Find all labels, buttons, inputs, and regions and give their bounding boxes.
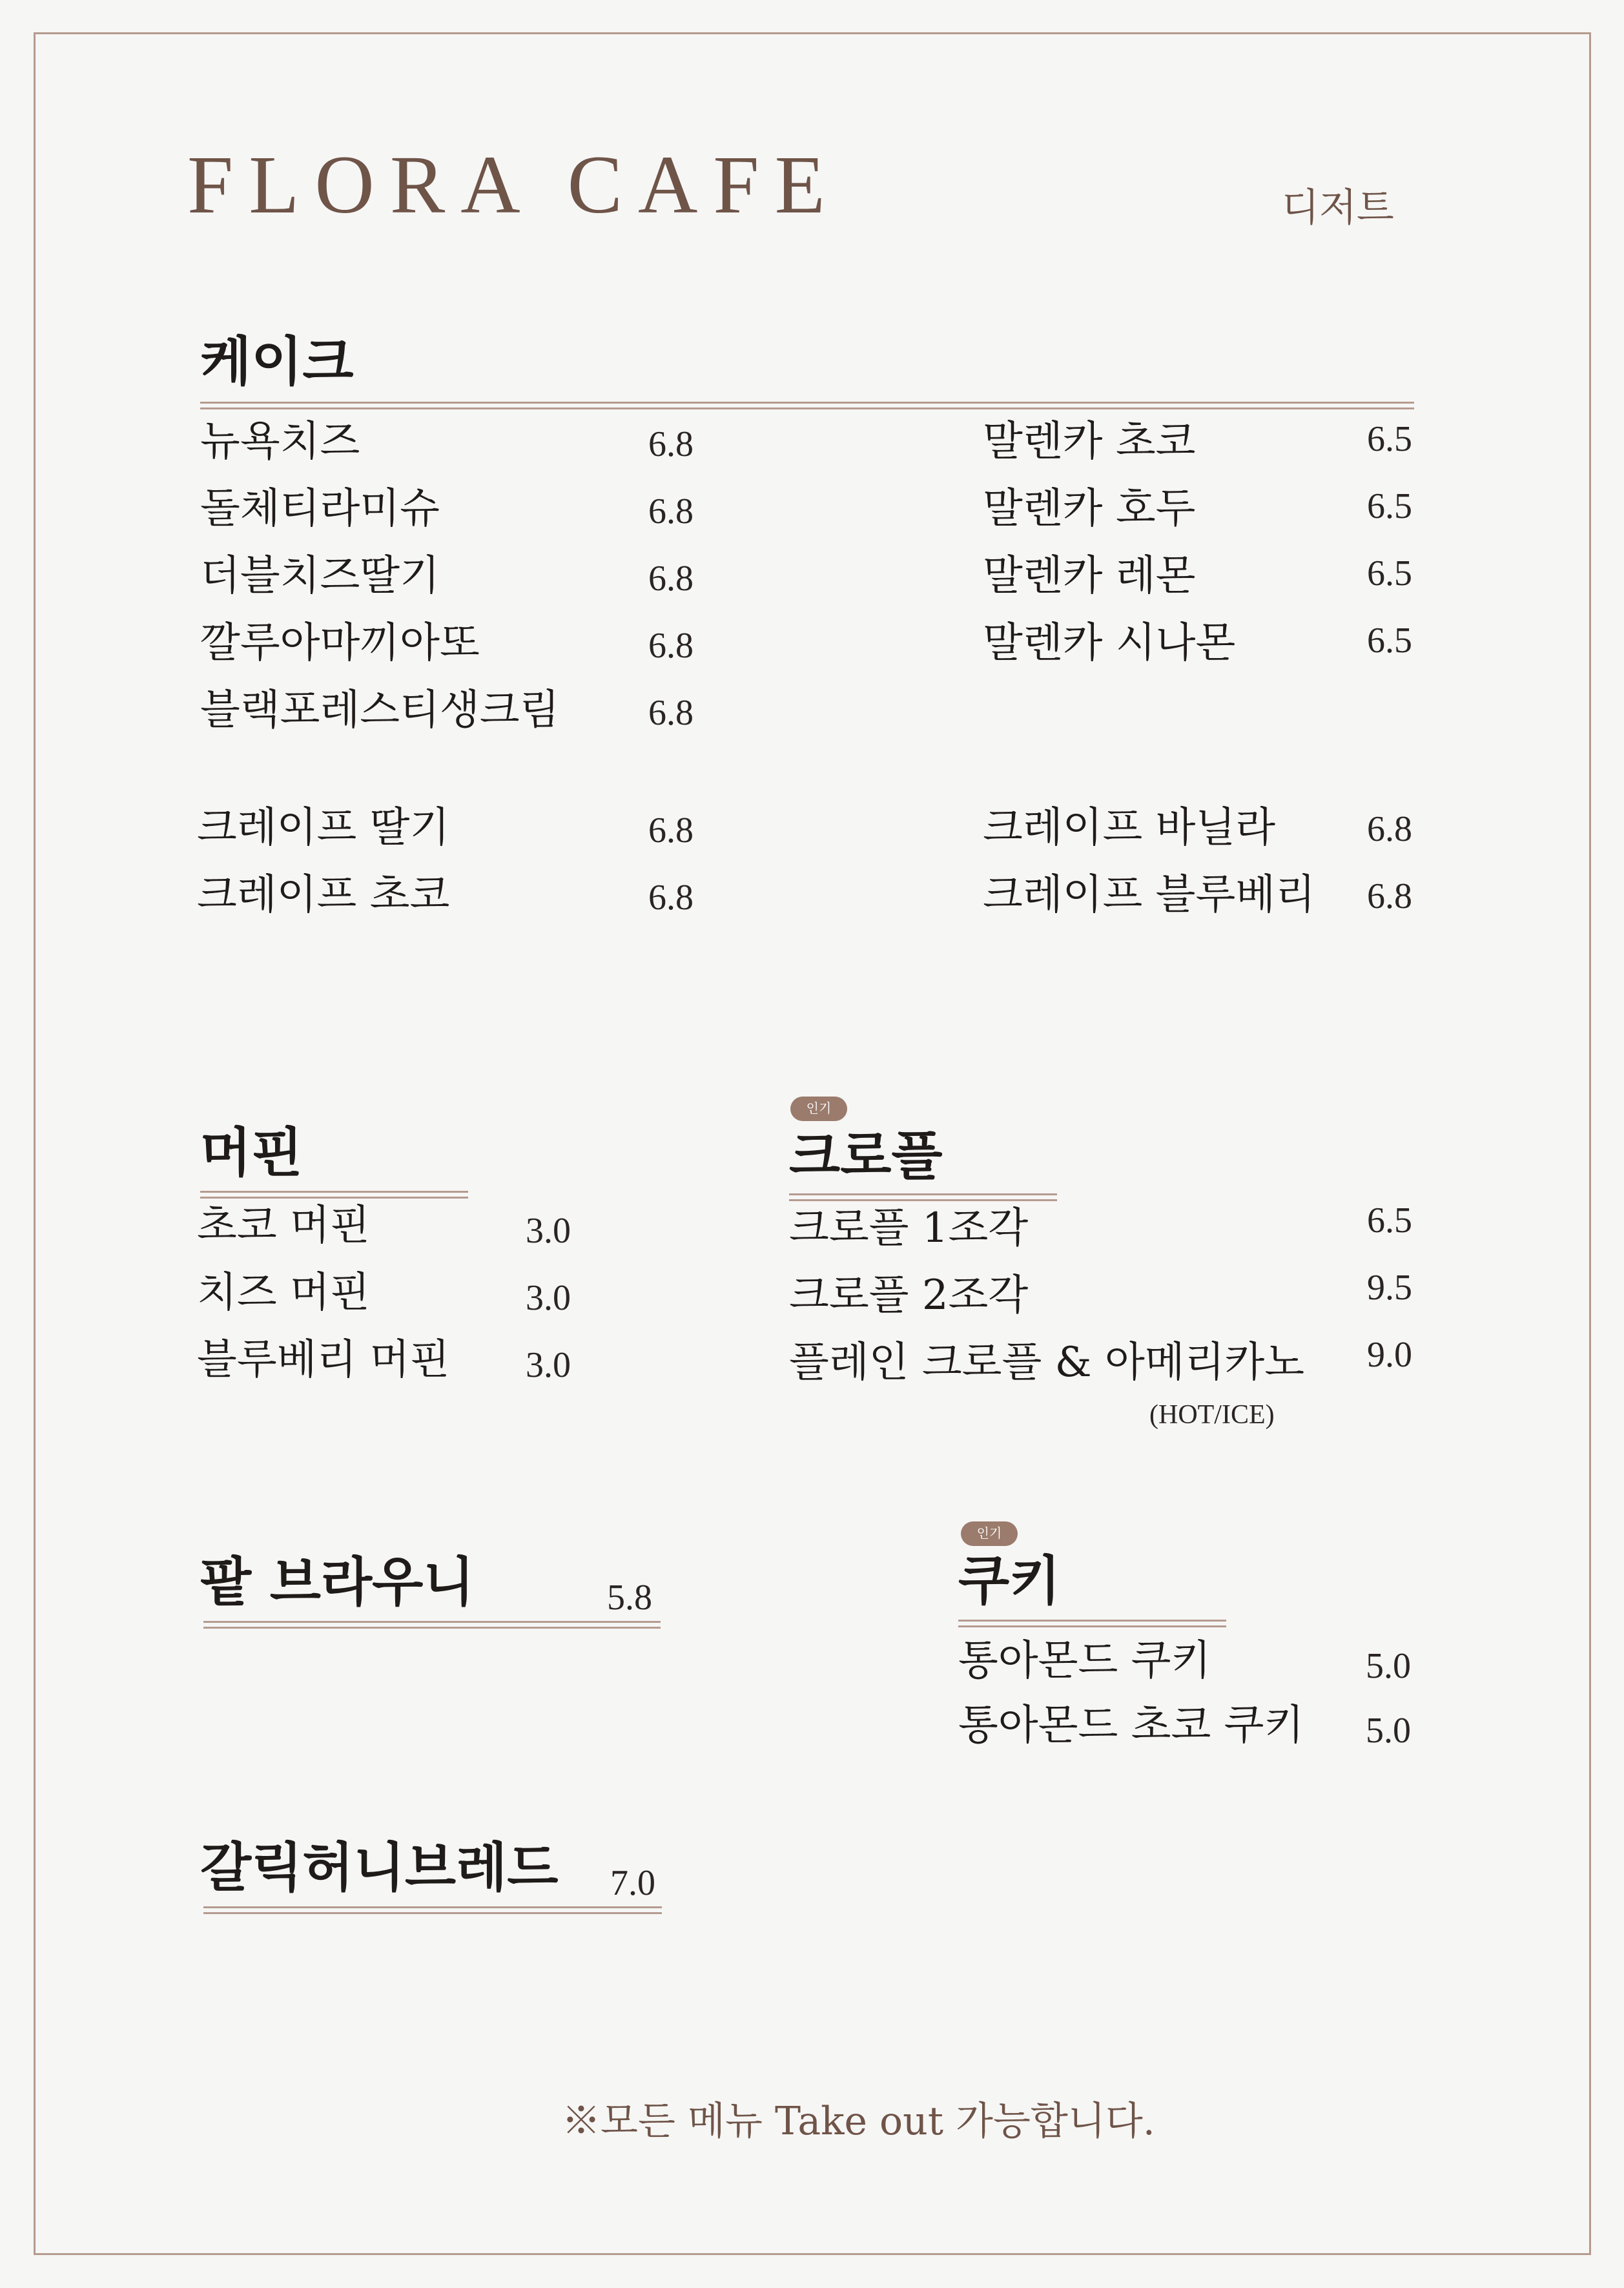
menu-item-price: 5.0 — [1366, 1646, 1411, 1686]
cookie-rule — [958, 1620, 1226, 1627]
menu-item-price: 5.0 — [1366, 1711, 1411, 1751]
menu-item-price: 6.8 — [1367, 876, 1412, 916]
croffle-rule — [789, 1193, 1057, 1201]
menu-item-name: 크로플 2조각 — [789, 1272, 1029, 1319]
menu-item-price: 6.5 — [1367, 419, 1412, 459]
menu-item-name: 통아몬드 초코 쿠키 — [958, 1702, 1304, 1749]
menu-item-name: 말렌카 레몬 — [983, 552, 1196, 600]
menu-item-price: 6.8 — [648, 878, 694, 918]
menu-item-name: 깔루아마끼아또 — [200, 619, 480, 667]
menu-item-name: 크레이프 초코 — [197, 871, 450, 919]
menu-item-name: 블랙포레스티생크림 — [200, 686, 560, 734]
menu-item-price: 6.8 — [648, 424, 694, 464]
menu-item-price: 6.8 — [648, 626, 694, 666]
menu-item-price: 6.8 — [648, 693, 694, 733]
menu-item-name: 크레이프 블루베리 — [983, 871, 1315, 919]
menu-item-price: 6.8 — [1367, 809, 1412, 849]
page-category: 디저트 — [1282, 185, 1394, 231]
garlic-bread-title: 갈릭허니브레드 — [200, 1837, 559, 1899]
menu-item-price: 9.5 — [1367, 1268, 1412, 1308]
menu-item-name: 뉴욕치즈 — [200, 418, 360, 466]
cake-rule — [200, 402, 1414, 409]
cafe-brand: FLORA CAFE — [187, 139, 841, 231]
menu-item-name: 더블치즈딸기 — [200, 552, 440, 600]
menu-item-name: 크레이프 바닐라 — [983, 804, 1276, 852]
menu-item-price: 6.5 — [1367, 1201, 1412, 1241]
menu-item-price: 3.0 — [526, 1211, 571, 1251]
menu-item-price: 7.0 — [610, 1863, 655, 1903]
garlic-bread-rule — [203, 1906, 662, 1914]
popular-badge: 인기 — [790, 1097, 847, 1121]
croffle-title: 크로플 — [789, 1126, 943, 1187]
menu-item-price: 6.5 — [1367, 621, 1412, 661]
menu-item-price: 9.0 — [1367, 1335, 1412, 1375]
brownie-title: 팥 브라우니 — [200, 1552, 475, 1613]
menu-item-price: 6.8 — [648, 491, 694, 531]
muffin-rule — [200, 1191, 468, 1199]
popular-badge: 인기 — [961, 1521, 1018, 1546]
menu-item-price: 6.8 — [648, 810, 694, 850]
menu-item-price: 5.8 — [607, 1578, 652, 1618]
menu-item-price: 6.5 — [1367, 486, 1412, 526]
menu-item-price: 6.5 — [1367, 553, 1412, 593]
menu-item-name: 크레이프 딸기 — [197, 804, 450, 852]
menu-item-name: 치즈 머핀 — [197, 1269, 370, 1317]
menu-item-name: 플레인 크로플 & 아메리카노 — [789, 1339, 1305, 1386]
hot-ice-note: (HOT/ICE) — [1149, 1400, 1275, 1430]
menu-item-name: 돌체티라미슈 — [200, 485, 440, 533]
menu-item-name: 블루베리 머핀 — [197, 1336, 450, 1384]
menu-item-name: 초코 머핀 — [197, 1202, 370, 1250]
muffin-title: 머핀 — [200, 1122, 303, 1184]
menu-item-name: 말렌카 시나몬 — [983, 619, 1236, 667]
menu-item-name: 크로플 1조각 — [789, 1204, 1029, 1252]
cookie-title: 쿠키 — [958, 1551, 1061, 1612]
menu-item-price: 6.8 — [648, 559, 694, 599]
menu-item-name: 말렌카 초코 — [983, 418, 1196, 466]
menu-item-price: 3.0 — [526, 1278, 571, 1318]
menu-item-name: 말렌카 호두 — [983, 485, 1196, 533]
cake-title: 케이크 — [200, 331, 354, 393]
menu-item-price: 3.0 — [526, 1345, 571, 1385]
menu-item-name: 통아몬드 쿠키 — [958, 1637, 1211, 1685]
brownie-rule — [203, 1621, 661, 1629]
takeout-note: ※모든 메뉴 Take out 가능합니다. — [562, 2099, 1155, 2144]
